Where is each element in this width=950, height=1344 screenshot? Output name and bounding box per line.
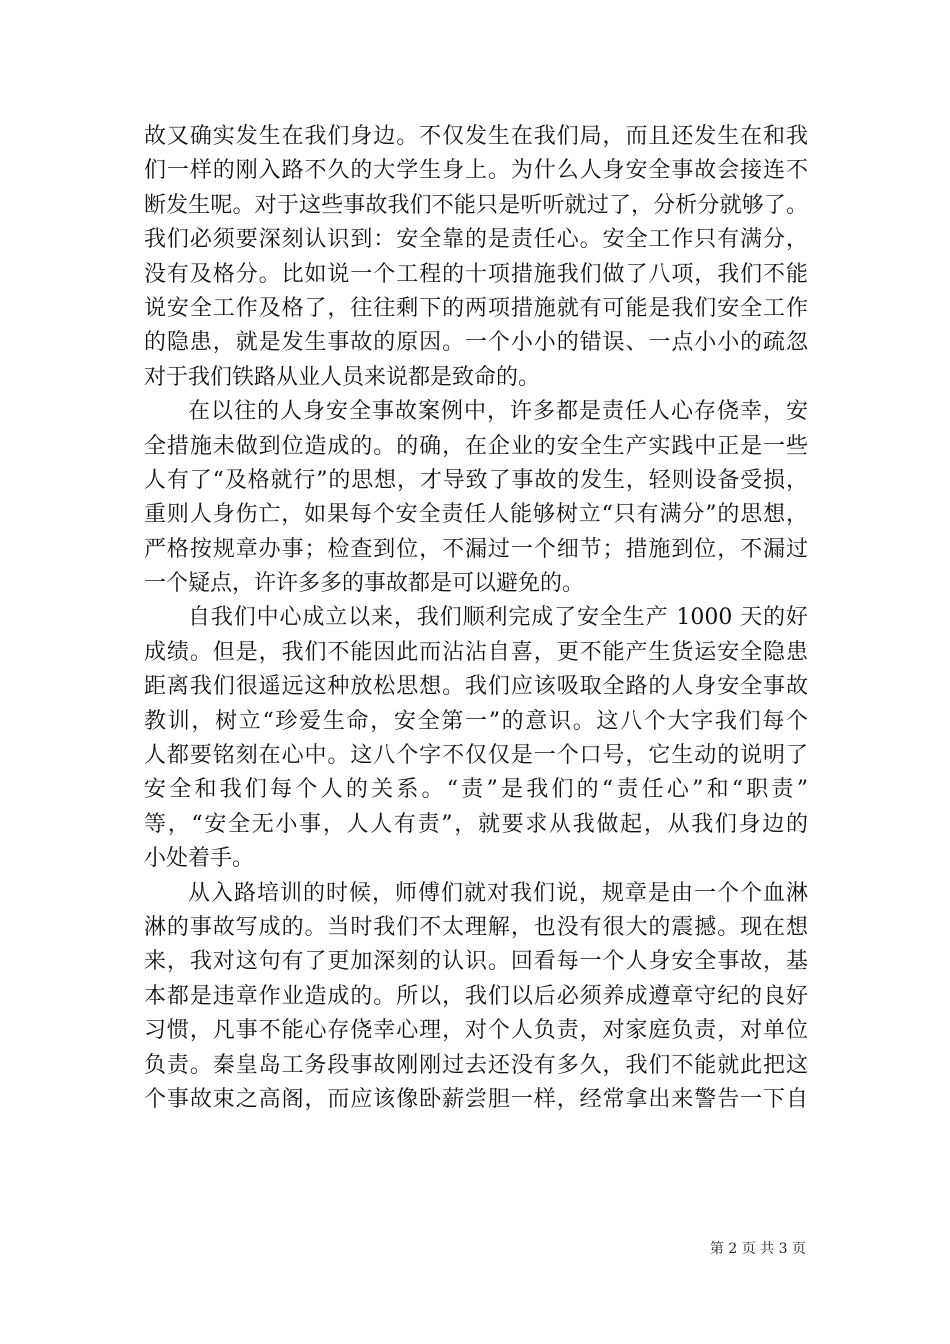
document-body <box>144 120 808 1117</box>
text-line: 本都是违章作业造成的。所以，我们以后必须养成遵章守纪的良好 <box>144 983 808 1009</box>
text-line: 等，“安全无小事，人人有责”，就要求从我做起，从我们身边的 <box>144 811 808 837</box>
text-line: 对于我们铁路从业人员来说都是致命的。 <box>144 364 541 390</box>
text-line: 距离我们很遥远这种放松思想。我们应该吸取全路的人身安全事故 <box>144 674 808 700</box>
text-line: 我们必须要深刻认识到：安全靠的是责任心。安全工作只有满分， <box>144 227 808 253</box>
text-line: 严格按规章办事；检查到位，不漏过一个细节；措施到位，不漏过 <box>144 536 808 562</box>
page-number-footer: 第 2 页 共 3 页 <box>709 1241 806 1257</box>
text-line: 人有了“及格就行”的思想，才导致了事故的发生，轻则设备受损， <box>144 467 808 493</box>
text-line: 来，我对这句有了更加深刻的认识。回看每一个人身安全事故，基 <box>144 949 808 975</box>
text-line: 教训，树立“珍爱生命，安全第一”的意识。这八个大字我们每个 <box>144 708 808 734</box>
text-line: 负责。秦皇岛工务段事故刚刚过去还没有多久，我们不能就此把这 <box>144 1052 808 1078</box>
text-line: 说安全工作及格了，往往剩下的两项措施就有可能是我们安全工作 <box>144 295 808 321</box>
text-line: 们一样的刚入路不久的大学生身上。为什么人身安全事故会接连不 <box>144 158 808 184</box>
text-line: 断发生呢。对于这些事故我们不能只是听听就过了，分析分就够了。 <box>144 192 808 218</box>
text-line: 小处着手。 <box>144 846 255 872</box>
text-line: 人都要铭刻在心中。这八个字不仅仅是一个口号，它生动的说明了 <box>144 743 808 769</box>
text-line: 重则人身伤亡，如果每个安全责任人能够树立“只有满分”的思想， <box>144 502 808 528</box>
text-line: 安全和我们每个人的关系。“责”是我们的“责任心”和“职责” <box>144 777 808 803</box>
text-line: 习惯，凡事不能心存侥幸心理，对个人负责，对家庭负责，对单位 <box>144 1018 808 1044</box>
text-line: 全措施未做到位造成的。的确，在企业的安全生产实践中正是一些 <box>144 433 808 459</box>
text-line: 从入路培训的时候，师傅们就对我们说，规章是由一个个血淋 <box>188 880 808 906</box>
text-line: 的隐患，就是发生事故的原因。一个小小的错误、一点小小的疏忽 <box>144 330 808 356</box>
text-line: 个事故束之高阁，而应该像卧薪尝胆一样，经常拿出来警告一下自 <box>144 1086 808 1112</box>
text-line: 没有及格分。比如说一个工程的十项措施我们做了八项，我们不能 <box>144 261 808 287</box>
text-line: 在以往的人身安全事故案例中，许多都是责任人心存侥幸，安 <box>188 399 808 425</box>
text-line: 故又确实发生在我们身边。不仅发生在我们局，而且还发生在和我 <box>144 124 808 149</box>
text-line: 淋的事故写成的。当时我们不太理解，也没有很大的震撼。现在想 <box>144 914 808 940</box>
text-line: 一个疑点，许许多多的事故都是可以避免的。 <box>144 571 585 597</box>
text-line: 成绩。但是，我们不能因此而沾沾自喜，更不能产生货运安全隐患 <box>144 639 808 665</box>
text-line: 自我们中心成立以来，我们顺利完成了安全生产 1000 天的好 <box>188 605 808 631</box>
